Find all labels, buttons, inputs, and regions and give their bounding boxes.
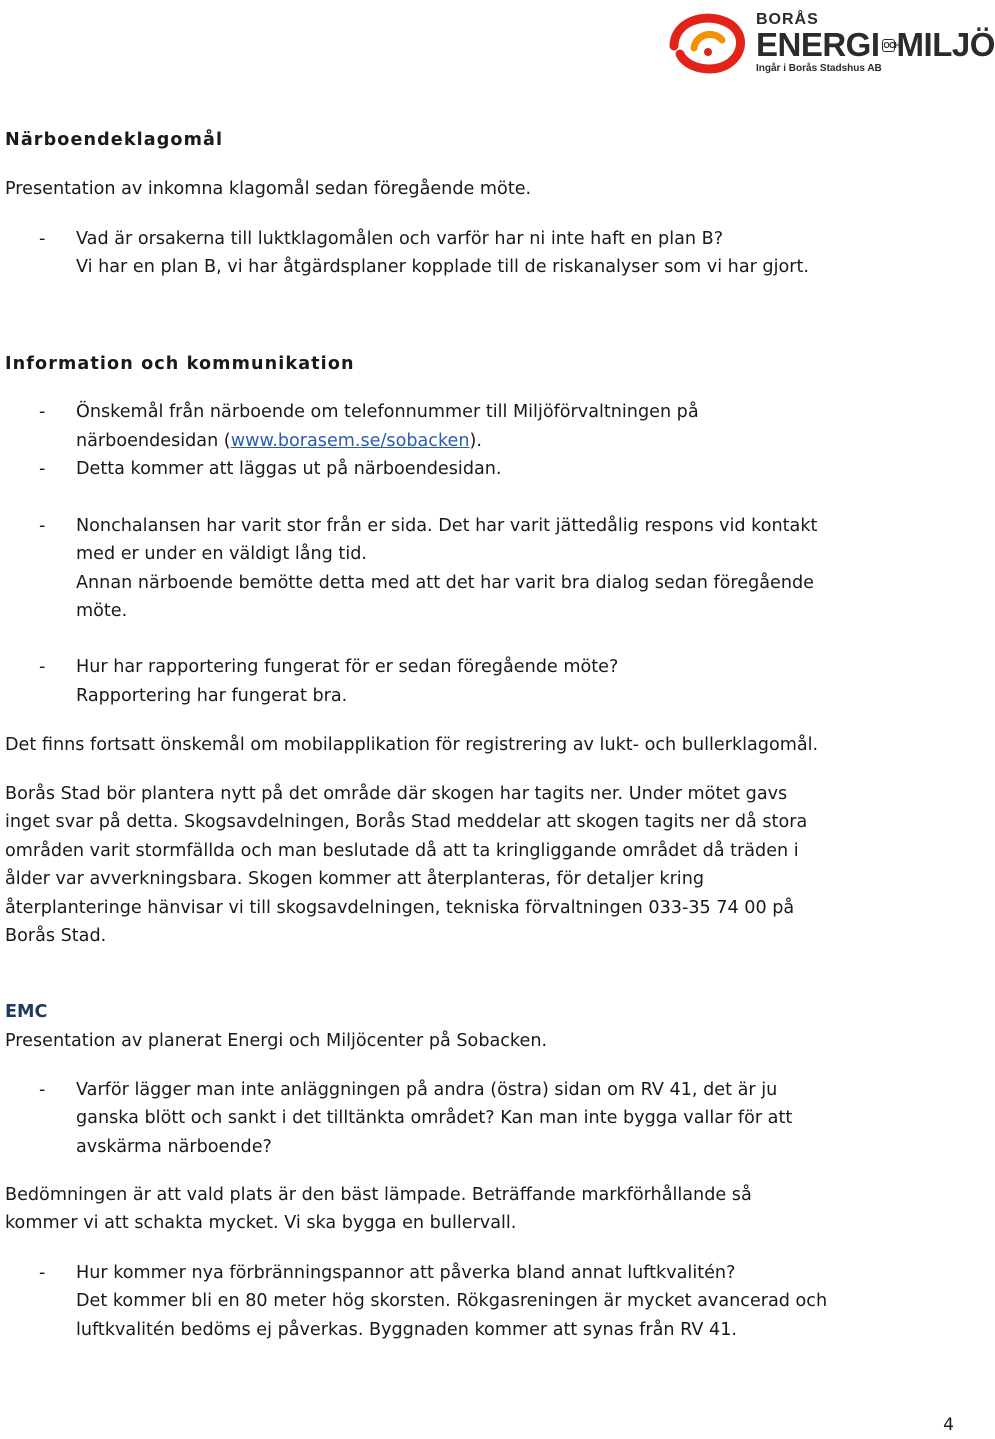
bullet-dash: - [39, 459, 46, 479]
sec3-q2-l3: luftkvalitén bedöms ej påverkas. Byggnaden kommer att synas från RV 41. [76, 1320, 738, 1340]
company-logo [668, 4, 995, 80]
sec3-q1-l1: Varför lägger man inte anläggningen på andra (östra) sidan om RV 41, det är ju [76, 1080, 778, 1100]
heading-narboendeklagomal: Närboendeklagomål [5, 130, 224, 150]
sec3-q2-l2: Det kommer bli en 80 meter hög skorsten. Rökgasreningen är mycket avancerad och [76, 1291, 828, 1311]
bullet-dash: - [39, 1080, 46, 1100]
bullet-dash: - [39, 229, 46, 249]
sec2-p2-l1: Borås Stad bör plantera nytt på det område där skogen har tagits ner. Under mötet gavs [5, 784, 788, 804]
sec3-intro: Presentation av planerat Energi och Miljöcenter på Sobacken. [5, 1031, 548, 1051]
page-number: 4 [943, 1415, 954, 1435]
sec2-b1-post: ). [469, 431, 482, 451]
sec2-b2: Detta kommer att läggas ut på närboendesidan. [76, 459, 502, 479]
sec2-b4-l1: Hur har rapportering fungerat för er sedan föregående möte? [76, 657, 619, 677]
bullet-dash: - [39, 657, 46, 677]
sec3-q1-l3: avskärma närboende? [76, 1137, 272, 1157]
sec2-p2-l3: områden varit stormfällda och man beslutade då att ta kringliggande området då träden i [5, 841, 799, 861]
sec3-a1-l2: kommer vi att schakta mycket. Vi ska bygga en bullervall. [5, 1213, 517, 1233]
sec1-a1: Vi har en plan B, vi har åtgärdsplaner kopplade till de riskanalyser som vi har gjort. [76, 257, 809, 277]
sec2-b1-line2 [76, 427, 482, 456]
sec2-p2-l4: ålder var avverkningsbara. Skogen kommer att återplanteras, för detaljer kring [5, 869, 705, 889]
sec2-b3-l1: Nonchalansen har varit stor från er sida. Det har varit jättedålig respons vid kontakt [76, 516, 818, 536]
logo-miljo: MILJÖ [896, 26, 995, 63]
sobacken-link[interactable]: www.borasem.se/sobacken [230, 431, 470, 451]
sec1-intro: Presentation av inkomna klagomål sedan föregående möte. [5, 179, 532, 199]
logo-main [756, 28, 995, 62]
sec2-p2-l5: återplanteringe hänvisar vi till skogsavdelningen, tekniska förvaltningen 033-35 74 00 på [5, 898, 795, 918]
sec2-p2-l2: inget svar på detta. Skogsavdelningen, Borås Stad meddelar att skogen tagits ner då stora [5, 812, 808, 832]
logo-energi: ENERGI [756, 26, 880, 63]
logo-och: OCH [883, 41, 900, 50]
heading-emc: EMC [5, 1002, 48, 1022]
heading-information-kommunikation: Information och kommunikation [5, 354, 355, 374]
sec2-b3-l4: möte. [76, 601, 128, 621]
sec2-p2-l6: Borås Stad. [5, 926, 107, 946]
sec2-b1-line1: Önskemål från närboende om telefonnummer till Miljöförvaltningen på [76, 402, 699, 422]
logo-wordmark [756, 12, 995, 75]
sec2-b3-l2: med er under en väldigt lång tid. [76, 544, 367, 564]
sec3-a1-l1: Bedömningen är att vald plats är den bäst lämpade. Beträffande markförhållande så [5, 1185, 752, 1205]
sec3-q1-l2: ganska blött och sankt i det tilltänkta området? Kan man inte bygga vallar för att [76, 1108, 793, 1128]
bullet-dash: - [39, 402, 46, 422]
sec2-b3-l3: Annan närboende bemötte detta med att det har varit bra dialog sedan föregående [76, 573, 814, 593]
bullet-dash: - [39, 516, 46, 536]
sec1-q1: Vad är orsakerna till luktklagomålen och varför har ni inte haft en plan B? [76, 229, 724, 249]
logo-subtitle: Ingår i Borås Stadshus AB [756, 63, 882, 74]
sec2-b4-l2: Rapportering har fungerat bra. [76, 686, 348, 706]
logo-boras: BORÅS [756, 11, 819, 28]
bullet-dash: - [39, 1263, 46, 1283]
logo-mark-icon [668, 8, 752, 74]
sec3-q2-l1: Hur kommer nya förbränningspannor att påverka bland annat luftkvalitén? [76, 1263, 736, 1283]
sec2-p1: Det finns fortsatt önskemål om mobilapplikation för registrering av lukt- och bullerklagomål. [5, 735, 819, 755]
sec2-b1-pre: närboendesidan ( [76, 431, 231, 451]
